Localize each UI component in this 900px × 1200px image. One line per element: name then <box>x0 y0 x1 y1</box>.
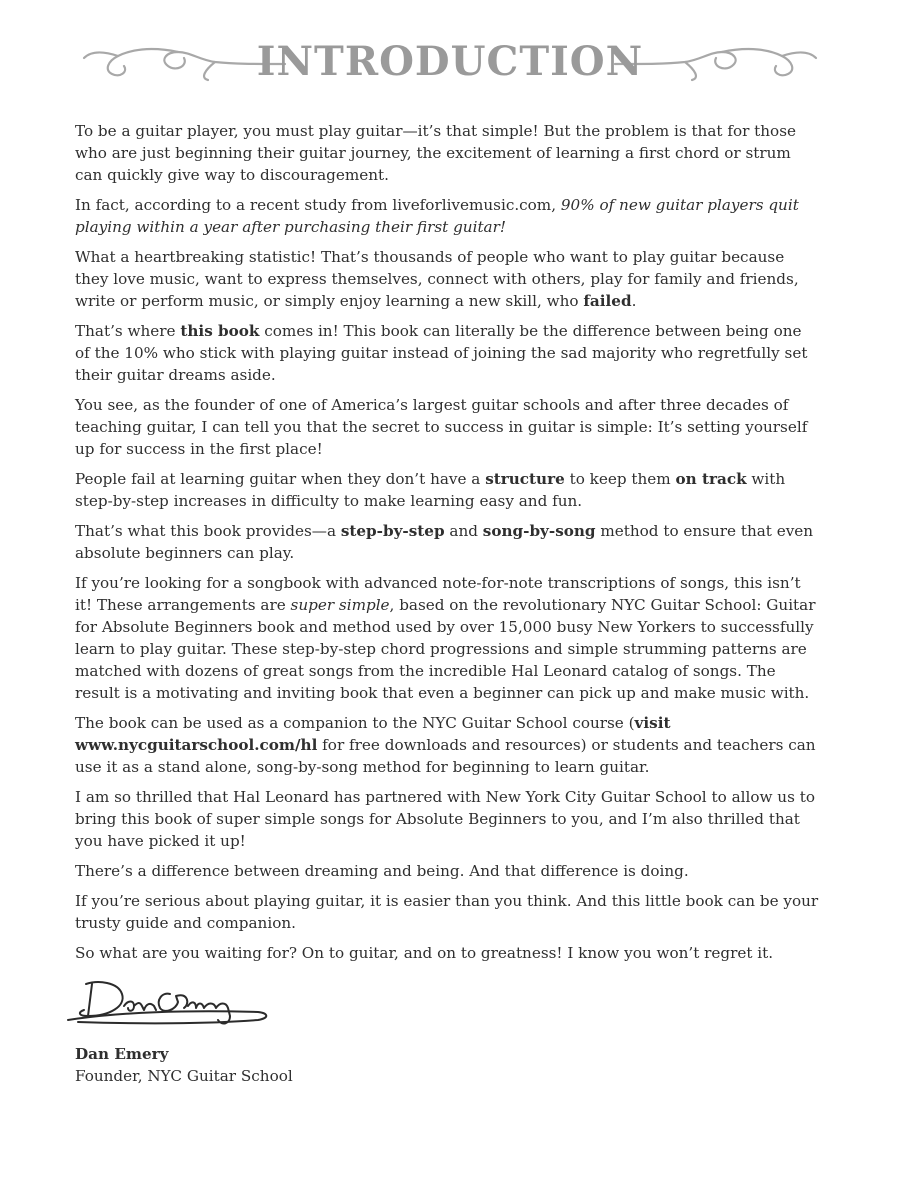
paragraph-text: In fact, according to a recent study from liveforlivemusic.com, <box>75 196 561 214</box>
paragraph-text: If you’re looking for a songbook with advanced note-for-note transcriptions of songs, this isn’t it! These arrangements are <box>75 574 801 614</box>
paragraph-text: method to ensure that even absolute beginners can play. <box>75 522 814 562</box>
page-header <box>0 28 900 98</box>
bold-text: song-by-song <box>482 522 596 540</box>
bold-text: structure <box>485 470 565 488</box>
paragraph-text: I am so thrilled that Hal Leonard has partnered with New York City Guitar School to allow us to bring this book of super simple songs for Absolute Beginners to you, and I’m also thrilled that you have picked it up! <box>75 788 815 850</box>
body-paragraph <box>75 786 820 852</box>
body-paragraph <box>75 520 820 564</box>
signer-name: Dan Emery <box>75 1045 169 1063</box>
paragraph-text: People fail at learning guitar when they don’t have a <box>75 470 486 488</box>
italic-text: 90% of new guitar players quit playing within a year after purchasing their first guitar! <box>75 196 799 236</box>
bold-text: visit www.nycguitarschool.com/hl <box>75 714 671 754</box>
bold-text: failed <box>583 292 632 310</box>
body-paragraph <box>75 890 820 934</box>
paragraph-text: If you’re serious about playing guitar, it is easier than you think. And this little book can be your trusty guide and companion. <box>75 892 819 932</box>
signer-role: Founder, NYC Guitar School <box>75 1067 293 1085</box>
body-paragraph <box>75 572 820 704</box>
paragraph-text: comes in! This book can literally be the difference between being one of the 10% who stick with playing guitar instead of joining the sad majority who regretfully set their guitar dreams aside. <box>75 322 808 384</box>
bold-text: step-by-step <box>340 522 445 540</box>
signature-icon <box>58 972 278 1032</box>
body-paragraph <box>75 468 820 512</box>
paragraph-text: for free downloads and resources) or students and teachers can use it as a stand alone, song-by-song method for beginning to learn guitar. <box>75 736 816 776</box>
body-paragraph <box>75 712 820 778</box>
paragraph-text: To be a guitar player, you must play guitar—it’s that simple! But the problem is that for those who are just beginning their guitar journey, the excitement of learning a first chord or strum can quickly give way to discouragement. <box>75 122 796 184</box>
introduction-body <box>75 120 820 972</box>
paragraph-text: to keep them <box>564 470 676 488</box>
signer-block <box>75 1043 293 1087</box>
bold-text: on track <box>675 470 747 488</box>
paragraph-text: So what are you waiting for? On to guitar, and on to greatness! I know you won’t regret it. <box>75 944 774 962</box>
paragraph-text: with step-by-step increases in difficulty to make learning easy and fun. <box>75 470 786 510</box>
paragraph-text: You see, as the founder of one of America’s largest guitar schools and after three decades of teaching guitar, I can tell you that the secret to success in guitar is simple: It’s setting yourself up for success in the first place! <box>75 396 808 458</box>
paragraph-text: and <box>444 522 483 540</box>
body-paragraph <box>75 394 820 460</box>
paragraph-text: . <box>631 292 637 310</box>
body-paragraph <box>75 860 820 882</box>
bold-text: this book <box>180 322 260 340</box>
body-paragraph <box>75 194 820 238</box>
page-title: INTRODUCTION <box>256 38 644 85</box>
paragraph-text: The book can be used as a companion to the NYC Guitar School course ( <box>75 714 635 732</box>
body-paragraph <box>75 320 820 386</box>
body-paragraph <box>75 942 820 964</box>
body-paragraph <box>75 246 820 312</box>
paragraph-text: That’s what this book provides—a <box>75 522 341 540</box>
paragraph-text: That’s where <box>75 322 181 340</box>
paragraph-text: What a heartbreaking statistic! That’s thousands of people who want to play guitar because they love music, want to express themselves, connect with others, play for family and friends, write or perform music, or simply enjoy learning a new skill, who <box>75 248 799 310</box>
paragraph-text: , based on the revolutionary NYC Guitar School: Guitar for Absolute Beginners book and method used by over 15,000 busy New Yorkers to successfully learn to play guitar. These step-by-step chord progressions and simple strumming patterns are matched with dozens of great songs from the incredible Hal Leonard catalog of songs. The result is a motivating and inviting book that even a beginner can pick up and make music with. <box>75 596 816 702</box>
paragraph-text: There’s a difference between dreaming and being. And that difference is doing. <box>75 862 689 880</box>
italic-text: super simple <box>290 596 390 614</box>
body-paragraph <box>75 120 820 186</box>
